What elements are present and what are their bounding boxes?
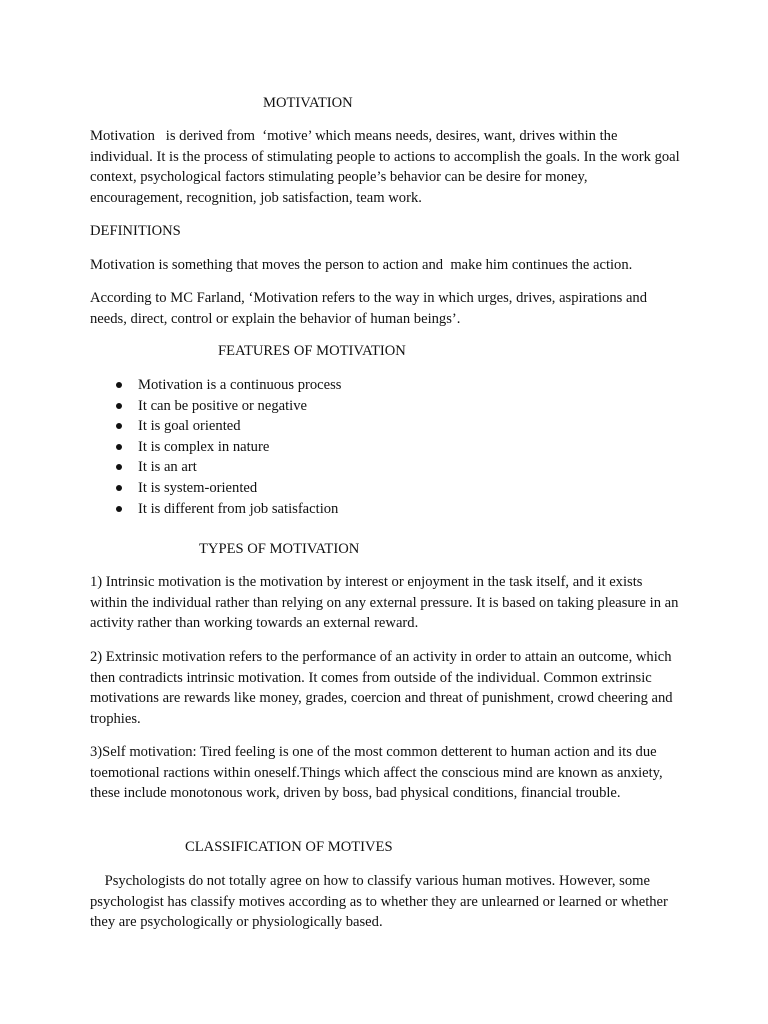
definition-paragraph-2: According to MC Farland, ‘Motivation refers to the way in which urges, drives, aspirations and needs, direct, control or explain the behavior of human beings’. [90, 290, 648, 327]
list-item [90, 396, 680, 417]
list-item-text: It is an art [138, 459, 197, 476]
features-heading: FEATURES OF MOTIVATION [218, 343, 406, 359]
classification-heading: CLASSIFICATION OF MOTIVES [185, 839, 393, 855]
list-item [90, 499, 680, 520]
bullet-icon [116, 485, 122, 491]
list-item-text: It is system-oriented [138, 479, 258, 496]
types-heading: TYPES OF MOTIVATION [199, 541, 360, 557]
bullet-icon [116, 403, 122, 409]
list-item [90, 478, 680, 499]
list-item [90, 375, 680, 396]
list-item [90, 416, 680, 437]
list-item-text: It can be positive or negative [138, 397, 307, 414]
list-item-text: It is goal oriented [138, 418, 241, 435]
bullet-icon [116, 444, 122, 450]
type-paragraph-2: 2) Extrinsic motivation refers to the performance of an activity in order to attain an outcome, which then contradicts intrinsic motivation. It comes from outside of the individual. Common extrinsic motivations are rewards like money, grades, coercion and threat of punishment, crowd cheering and trophies. [90, 649, 673, 727]
type-paragraph-1: 1) Intrinsic motivation is the motivation by interest or enjoyment in the task itself, and it exists within the individual rather than relying on any external pressure. It is based on taking pleasure in an activity rather than working towards an external reward. [90, 574, 679, 632]
features-list [90, 375, 680, 519]
bullet-icon [116, 506, 122, 512]
bullet-icon [116, 382, 122, 388]
bullet-icon [116, 423, 122, 429]
list-item-text: It is different from job satisfaction [138, 500, 339, 517]
list-item [90, 457, 680, 478]
list-item-text: It is complex in nature [138, 438, 270, 455]
definitions-heading: DEFINITIONS [90, 223, 181, 239]
bullet-icon [116, 464, 122, 470]
definition-paragraph-1: Motivation is something that moves the person to action and make him continues the action. [90, 257, 633, 273]
type-paragraph-3: 3)Self motivation: Tired feeling is one of the most common detterent to human action and its due toemotional ractions within oneself.Things which affect the conscious mind are known as anxiety, these include monotonous work, driven by boss, bad physical conditions, financial trouble. [90, 744, 663, 802]
document-title: MOTIVATION [263, 95, 353, 111]
list-item-text: Motivation is a continuous process [138, 377, 342, 393]
classification-paragraph: Psychologists do not totally agree on how to classify various human motives. However, some psychologist has classify motives according as to whether they are unlearned or learned or whether they are psychologically or physiologically based. [90, 873, 672, 931]
intro-paragraph: Motivation is derived from ‘motive’ which means needs, desires, want, drives within the individual. It is the process of stimulating people to actions to accomplish the goals. In the work goal context, psychological factors stimulating people’s behavior can be desire for money, encouragement, recognition, job satisfaction, team work. [90, 128, 684, 206]
list-item [90, 437, 680, 458]
